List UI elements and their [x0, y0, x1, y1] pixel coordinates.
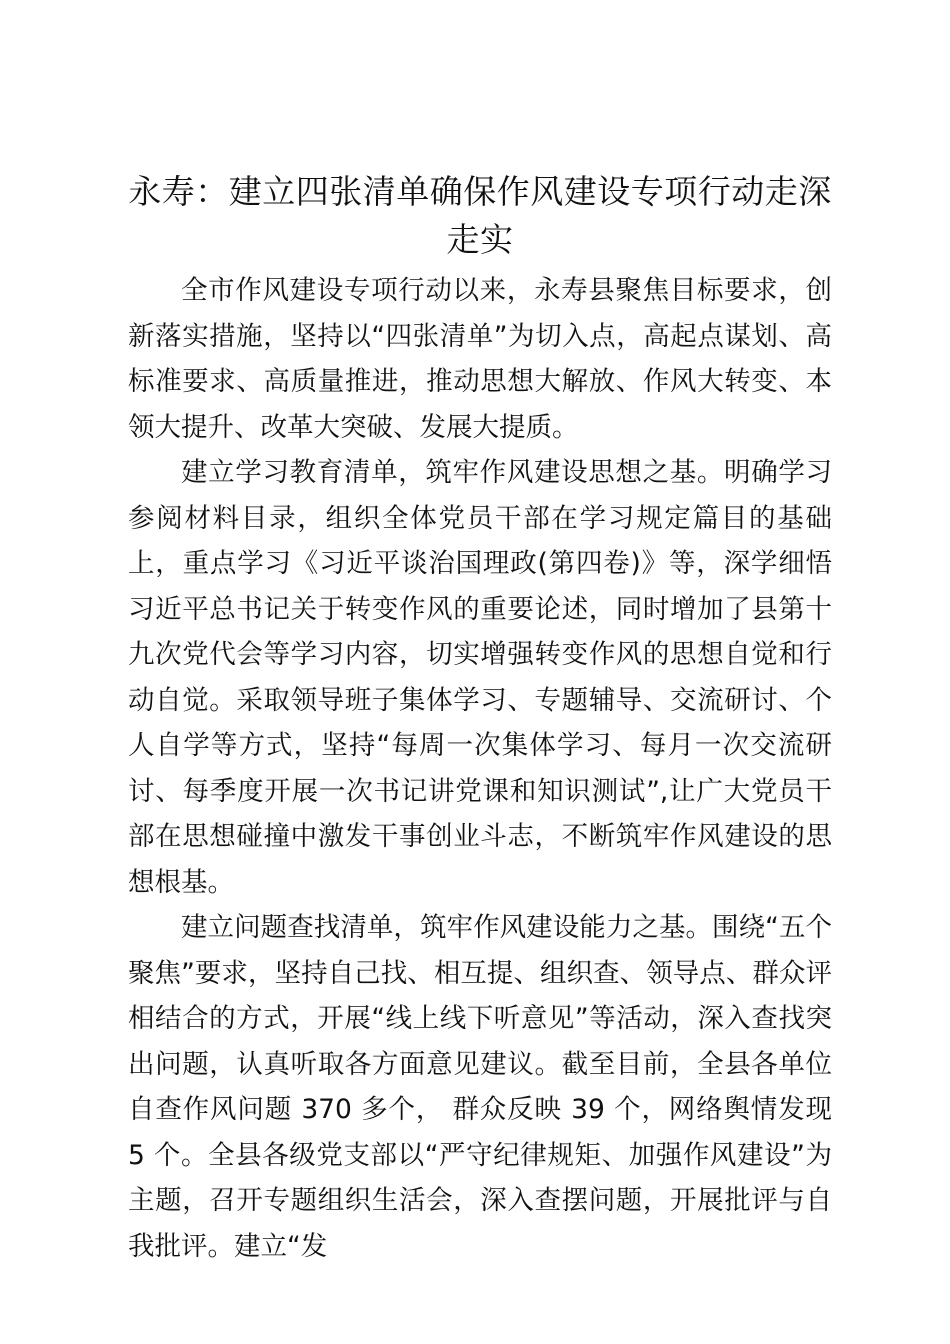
document-body — [128, 268, 832, 1269]
document-title: 永寿：建立四张清单确保作风建设专项行动走深走实 — [128, 172, 832, 259]
document-page — [128, 168, 832, 1269]
paragraph-problem-list: 建立问题查找清单，筑牢作风建设能力之基。围绕“五个聚焦”要求，坚持自己找、相互提、组织查、领导点、群众评相结合的方式，开展“线上线下听意见”等活动，深入查找突出问题，认真听取各方面意见建议。截至目前，全县各单位自查作风问题 370 多个， 群众反映 39 个，网络舆情发现 5 个。全县各级党支部以“严守纪律规矩、加强作风建设”为主题，召开专题组织生活会，深入查摆问题，开展批评与自我批评。建立“发 — [128, 912, 832, 1262]
paragraph-study-list: 建立学习教育清单，筑牢作风建设思想之基。明确学习参阅材料目录，组织全体党员干部在学习规定篇目的基础上，重点学习《习近平谈治国理政(第四卷)》等，深学细悟习近平总书记关于转变作风的重要论述，同时增加了县第十九次党代会等学习内容，切实增强转变作风的思想自觉和行动自觉。采取领导班子集体学习、专题辅导、交流研讨、个人自学等方式，坚持“每周一次集体学习、每月一次交流研讨、每季度开展一次书记讲党课和知识测试”,让广大党员干部在思想碰撞中激发干事创业斗志，不断筑牢作风建设的思想根基。 — [128, 457, 832, 898]
paragraph-intro: 全市作风建设专项行动以来，永寿县聚焦目标要求，创新落实措施，坚持以“四张清单”为切入点，高起点谋划、高标准要求、高质量推进，推动思想大解放、作风大转变、本领大提升、改革大突破、发展大提质。 — [128, 275, 832, 443]
